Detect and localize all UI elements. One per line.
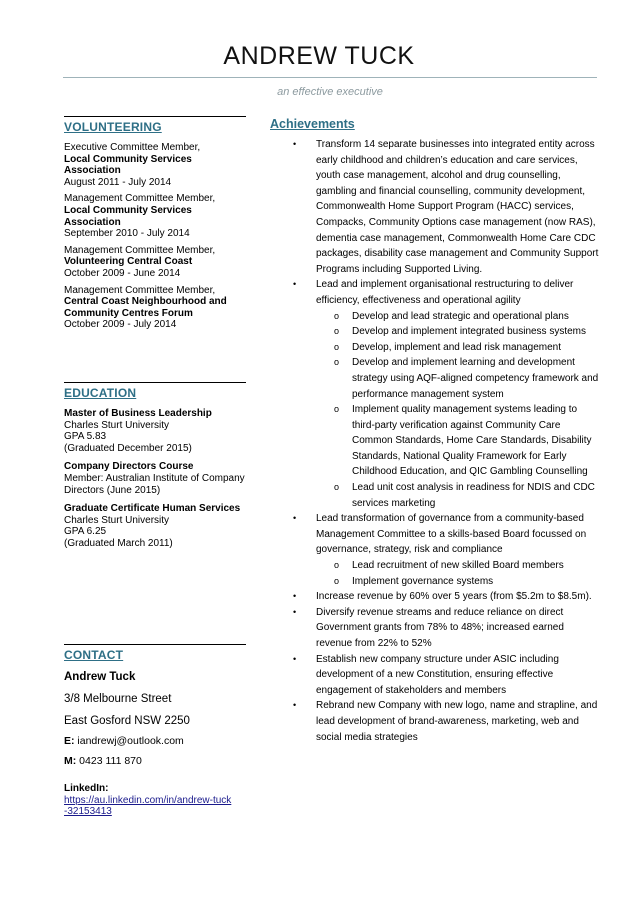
achievement-text: Lead transformation of governance from a community-based Management Committee to a skills-based Board focussed on governance, strategy, risk and compliance [316, 513, 587, 556]
achievement-item [270, 589, 600, 605]
volunteering-dates: August 2011 - July 2014 [64, 176, 172, 188]
achievement-subitem [270, 340, 600, 356]
resume-name: ANDREW TUCK [223, 42, 415, 70]
achievement-text: Lead and implement organisational restructuring to deliver efficiency, effectiveness and operational agility [316, 279, 574, 306]
sub-bullet-icon: o [334, 482, 340, 493]
achievement-item [270, 652, 600, 699]
volunteering-role: Management Committee Member, [64, 193, 216, 205]
bullet-icon: • [293, 591, 297, 602]
achievement-item [270, 277, 600, 511]
sub-bullet-icon: o [334, 575, 340, 586]
achievements-heading: Achievements [270, 117, 355, 131]
education-detail: GPA 5.83 [64, 431, 107, 443]
achievement-sublist [316, 309, 600, 512]
volunteering-org: Local Community Services Association [64, 153, 192, 177]
sub-bullet-icon: o [334, 310, 340, 321]
volunteering-entry [64, 193, 246, 239]
education-detail: Member: Australian Institute of Company Directors (June 2015) [64, 472, 245, 496]
sub-bullet-icon: o [334, 357, 340, 368]
volunteering-entry [64, 245, 246, 280]
resume-tagline: an effective executive [277, 86, 383, 98]
volunteering-role: Management Committee Member, [64, 284, 216, 296]
education-title: Company Directors Course [64, 461, 194, 473]
volunteering-role: Executive Committee Member, [64, 142, 201, 153]
sub-bullet-icon: o [334, 560, 340, 571]
contact-heading: CONTACT [64, 644, 246, 662]
volunteering-dates: September 2010 - July 2014 [64, 228, 190, 240]
education-entry [64, 408, 246, 454]
sub-bullet-icon: o [334, 326, 340, 337]
bullet-icon: • [293, 700, 297, 711]
education-title: Graduate Certificate Human Services [64, 503, 241, 515]
achievement-subitem-text: Implement governance systems [352, 575, 494, 587]
bullet-icon: • [293, 513, 297, 524]
volunteering-org: Local Community Services Association [64, 204, 192, 228]
contact-address-line2: East Gosford NSW 2250 [64, 715, 190, 727]
volunteering-heading: VOLUNTEERING [64, 116, 246, 134]
achievement-item [270, 698, 600, 745]
achievement-item [270, 511, 600, 589]
contact-address-line1: 3/8 Melbourne Street [64, 693, 172, 705]
bullet-icon: • [293, 653, 297, 664]
bullet-icon: • [293, 606, 297, 617]
contact-name: Andrew Tuck [64, 671, 136, 683]
achievement-sublist [316, 558, 600, 589]
achievement-text: Increase revenue by 60% over 5 years (from $5.2m to $8.5m). [316, 591, 592, 603]
achievement-text: Diversify revenue streams and reduce reliance on direct Government grants from 78% to 48%; increased earned revenue from 22% to 52% [316, 606, 564, 649]
linkedin-label: LinkedIn: [64, 783, 109, 795]
volunteering-entry [64, 285, 246, 331]
email-value[interactable]: iandrewj@outlook.com [77, 735, 184, 747]
achievement-subitem-text: Implement quality management systems leading to third-party verification against Community Care Common Standards, Home Care Standards, Disability Standards, National Quality Framework for Early Childhood Education, and QIC Gambling Counselling [352, 404, 592, 478]
education-detail: (Graduated December 2015) [64, 442, 192, 454]
linkedin-link[interactable]: https://au.linkedin.com/in/andrew-tuck-32153413 [64, 794, 232, 818]
achievement-subitem-text: Develop and implement learning and development strategy using AQF-aligned competency framework and performance management system [352, 357, 599, 400]
education-detail: (Graduated March 2011) [64, 537, 173, 549]
achievement-subitem [270, 480, 600, 511]
education-list [64, 408, 246, 550]
education-entry [64, 461, 246, 496]
achievement-text: Transform 14 separate businesses into integrated entity across early childhood and children’s education and care services, youth case management, alcohol and drug counselling, gambling and financial counselling, community development, Commonwealth Home Support Program (HACC) services, Compacks, Community Options case management (now RAS), dementia case management, Commonwealth Home Care CDC packages, disability case management and Community Support Programs including Supported Living. [316, 139, 599, 275]
education-detail: Charles Sturt University [64, 514, 170, 526]
mobile-value: 0423 111 870 [79, 754, 142, 767]
education-heading: EDUCATION [64, 382, 246, 400]
achievement-subitem-text: Lead unit cost analysis in readiness for NDIS and CDC services marketing [352, 482, 595, 509]
email-label: E: [64, 735, 75, 747]
education-detail: Charles Sturt University [64, 419, 170, 431]
mobile-label: M: [64, 754, 77, 767]
achievement-subitem-text: Develop and lead strategic and operational plans [352, 310, 569, 322]
header-rule [63, 77, 597, 78]
volunteering-role: Management Committee Member, [64, 244, 216, 256]
volunteering-org: Volunteering Central Coast [64, 256, 193, 268]
contact-section [64, 644, 246, 818]
education-section [64, 382, 246, 550]
achievement-text: Establish new company structure under ASIC including development of a new Constitution, ensuring effective engagement of stakeholders and members [316, 653, 559, 696]
volunteering-org: Central Coast Neighbourhood and Community Centres Forum [64, 296, 227, 319]
achievement-subitem [270, 558, 600, 574]
education-detail: GPA 6.25 [64, 526, 107, 538]
achievement-subitem-text: Lead recruitment of new skilled Board members [352, 560, 564, 572]
achievement-text: Rebrand new Company with new logo, name and strapline, and lead development of brand-awareness, marketing, web and social media strategies [316, 700, 598, 743]
volunteering-dates: October 2009 - July 2014 [64, 319, 177, 331]
achievement-subitem [270, 574, 600, 590]
bullet-icon: • [293, 139, 297, 149]
achievement-subitem [270, 324, 600, 340]
achievement-subitem-text: Develop, implement and lead risk management [352, 341, 561, 353]
achievement-item [270, 137, 600, 277]
achievement-item [270, 605, 600, 652]
achievement-subitem [270, 402, 600, 480]
volunteering-entry [64, 142, 246, 188]
achievement-subitem [270, 309, 600, 325]
volunteering-list [64, 142, 246, 331]
education-title: Master of Business Leadership [64, 408, 212, 419]
achievement-subitem-text: Develop and implement integrated business systems [352, 326, 587, 338]
achievements-list [270, 137, 600, 745]
education-entry [64, 503, 246, 549]
bullet-icon: • [293, 279, 297, 290]
achievements-section [270, 117, 600, 745]
volunteering-section [64, 116, 246, 331]
volunteering-dates: October 2009 - June 2014 [64, 267, 181, 279]
sub-bullet-icon: o [334, 404, 340, 415]
achievement-subitem [270, 355, 600, 402]
sub-bullet-icon: o [334, 341, 340, 352]
